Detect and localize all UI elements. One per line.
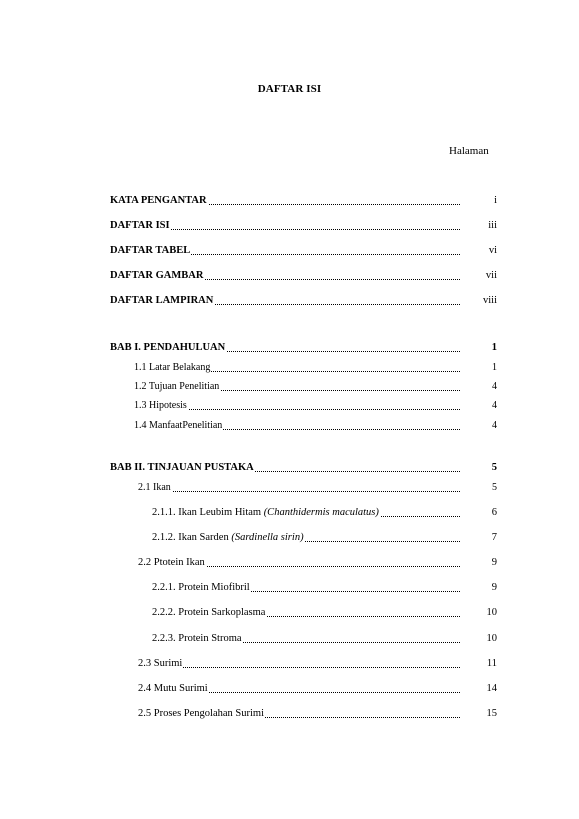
toc-entry: KATA PENGANTAR i <box>110 195 497 206</box>
toc-entry: 2.1.1. Ikan Leubim Hitam (Chanthidermis maculatus) 6 <box>152 507 497 518</box>
toc-entry: DAFTAR TABEL vi <box>110 245 497 256</box>
page-column-header: Halaman <box>449 145 489 157</box>
toc-entry: DAFTAR LAMPIRAN viii <box>110 295 497 306</box>
toc-entry: 2.2.2. Protein Sarkoplasma 10 <box>152 607 497 618</box>
toc-entry: DAFTAR GAMBAR vii <box>110 270 497 281</box>
toc-entry: 2.1 Ikan 5 <box>138 482 497 493</box>
toc-entry: 2.2.1. Protein Miofibril 9 <box>152 582 497 593</box>
toc-entry: 1.2 Tujuan Penelitian 4 <box>134 381 497 392</box>
toc-chapter: BAB I. PENDAHULUAN 1 <box>110 342 497 353</box>
toc-entry: 2.2.3. Protein Stroma 10 <box>152 633 497 644</box>
toc-entry: 2.1.2. Ikan Sarden (Sardinella sirin) 7 <box>152 532 497 543</box>
toc-entry: DAFTAR ISI iii <box>110 220 497 231</box>
toc-entry: 2.3 Surimi 11 <box>138 658 497 669</box>
page-title: DAFTAR ISI <box>257 83 322 95</box>
toc-chapter: BAB II. TINJAUAN PUSTAKA 5 <box>110 462 497 473</box>
toc-entry: 2.5 Proses Pengolahan Surimi 15 <box>138 708 497 719</box>
toc-entry: 1.4 ManfaatPenelitian 4 <box>134 420 497 431</box>
toc-entry: 2.2 Ptotein Ikan 9 <box>138 557 497 568</box>
toc-entry: 1.3 Hipotesis 4 <box>134 400 497 411</box>
toc-entry: 2.4 Mutu Surimi 14 <box>138 683 497 694</box>
toc-entry: 1.1 Latar Belakang 1 <box>134 362 497 373</box>
